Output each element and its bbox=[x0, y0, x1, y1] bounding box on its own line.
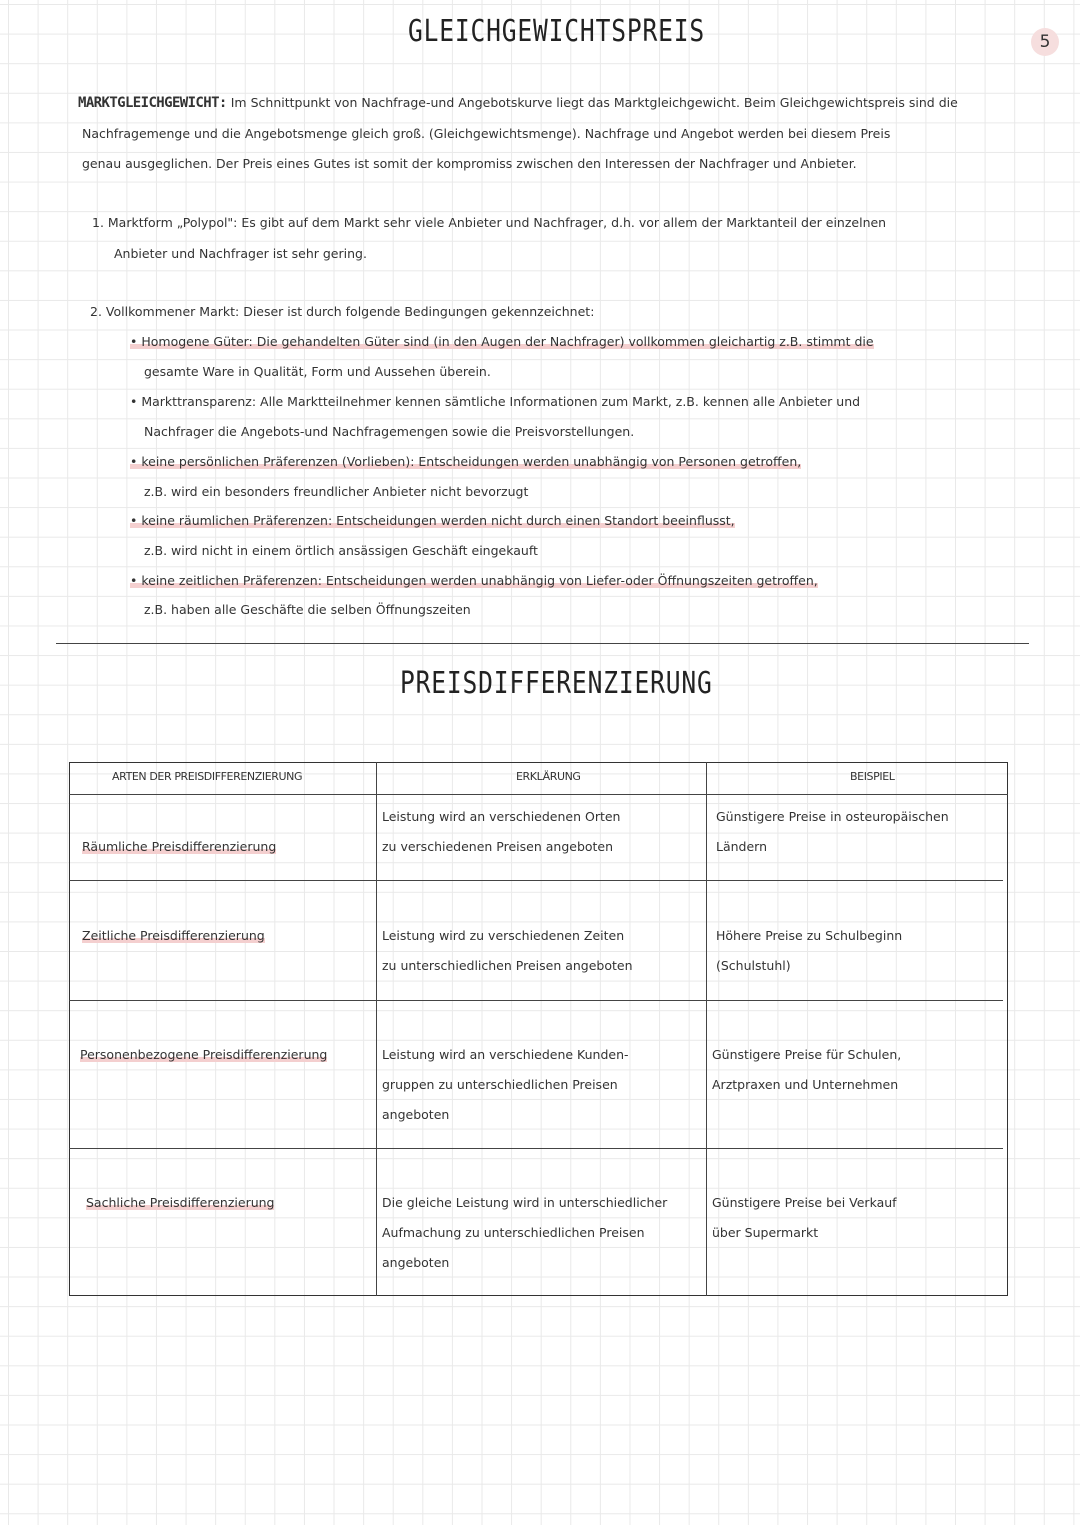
table-column-divider-1 bbox=[376, 762, 377, 1296]
bullet-5-line-2: z.B. haben alle Geschäfte die selben Öffnungszeiten bbox=[144, 602, 471, 617]
bullet-4-line-2: z.B. wird nicht in einem örtlich ansässigen Geschäft eingekauft bbox=[144, 543, 538, 558]
row-4-erklaerung-line-2: Aufmachung zu unterschiedlichen Preisen bbox=[382, 1225, 645, 1240]
intro-line-3: genau ausgeglichen. Der Preis eines Gutes ist somit der kompromiss zwischen den Interessen der Nachfrager und Anbieter. bbox=[82, 156, 857, 171]
intro-line-2: Nachfragemenge und die Angebotsmenge gleich groß. (Gleichgewichtsmenge). Nachfrage und Angebot werden bei diesem Preis bbox=[82, 126, 891, 141]
table-row-2-beispiel bbox=[716, 921, 902, 981]
table-column-divider-2 bbox=[706, 762, 707, 1296]
table-row-divider-1 bbox=[69, 880, 1003, 881]
point1-line-2: Anbieter und Nachfrager ist sehr gering. bbox=[114, 246, 367, 261]
row-4-beispiel-line-1: Günstigere Preise bei Verkauf bbox=[712, 1195, 897, 1210]
table-row-divider-3 bbox=[69, 1148, 1003, 1149]
row-4-erklaerung-line-1: Die gleiche Leistung wird in unterschiedlicher bbox=[382, 1195, 668, 1210]
table-row-divider-2 bbox=[69, 1000, 1003, 1001]
row-2-art-text: Zeitliche Preisdifferenzierung bbox=[82, 928, 265, 943]
section-title-preisdifferenzierung: PREISDIFFERENZIERUNG bbox=[400, 666, 713, 701]
point2-heading: 2. Vollkommener Markt: Dieser ist durch folgende Bedingungen gekennzeichnet: bbox=[90, 304, 595, 319]
bullet-homogene-gueter bbox=[130, 334, 874, 349]
table-header-erklaerung: ERKLÄRUNG bbox=[516, 770, 581, 783]
bullet-raeumliche-praeferenzen bbox=[130, 513, 735, 528]
table-row-1-beispiel bbox=[716, 802, 949, 862]
row-1-beispiel-line-1: Günstigere Preise in osteuropäischen bbox=[716, 809, 949, 824]
bullet-1-line-2: gesamte Ware in Qualität, Form und Aussehen überein. bbox=[144, 364, 491, 379]
page-title-gleichgewichtspreis: GLEICHGEWICHTSPREIS bbox=[408, 14, 705, 49]
bullet-markttransparenz bbox=[130, 394, 860, 409]
bullet-5-line-1: • keine zeitlichen Präferenzen: Entscheidungen werden unabhängig von Liefer-oder Öffnungszeiten getroffen, bbox=[130, 573, 818, 588]
bullet-4-line-1: • keine räumlichen Präferenzen: Entscheidungen werden nicht durch einen Standort beeinflusst, bbox=[130, 513, 735, 528]
section-divider bbox=[56, 643, 1029, 644]
term-marktgleichgewicht: MARKTGLEICHGEWICHT bbox=[78, 95, 219, 111]
table-header-divider bbox=[69, 794, 1008, 795]
table-header-arten: ARTEN DER PREISDIFFERENZIERUNG bbox=[112, 770, 303, 783]
term-separator: : bbox=[218, 95, 227, 111]
bullet-3-line-2: z.B. wird ein besonders freundlicher Anbieter nicht bevorzugt bbox=[144, 484, 529, 499]
row-2-erklaerung-line-1: Leistung wird zu verschiedenen Zeiten bbox=[382, 928, 625, 943]
bullet-1-line-1: • Homogene Güter: Die gehandelten Güter sind (in den Augen der Nachfrager) vollkommen gleichartig z.B. stimmt die bbox=[130, 334, 874, 349]
table-row-4-art bbox=[86, 1188, 274, 1218]
row-2-beispiel-line-1: Höhere Preise zu Schulbeginn bbox=[716, 928, 903, 943]
table-row-4-beispiel bbox=[712, 1188, 897, 1248]
table-row-2-erklaerung bbox=[382, 921, 633, 981]
row-4-erklaerung-line-3: angeboten bbox=[382, 1255, 450, 1270]
bullet-persoenliche-praeferenzen bbox=[130, 454, 801, 469]
row-4-art-text: Sachliche Preisdifferenzierung bbox=[86, 1195, 275, 1210]
row-2-beispiel-line-2: (Schulstuhl) bbox=[716, 958, 791, 973]
bullet-zeitliche-praeferenzen bbox=[130, 573, 818, 588]
row-1-erklaerung-line-1: Leistung wird an verschiedenen Orten bbox=[382, 809, 621, 824]
bullet-2-line-2: Nachfrager die Angebots-und Nachfragemengen sowie die Preisvorstellungen. bbox=[144, 424, 635, 439]
intro-text-1: Im Schnittpunkt von Nachfrage-und Angebotskurve liegt das Marktgleichgewicht. Beim Gleichgewichtspreis sind die bbox=[230, 95, 958, 110]
row-1-art-text: Räumliche Preisdifferenzierung bbox=[82, 839, 277, 854]
point1-line-1: 1. Marktform „Polypol": Es gibt auf dem Markt sehr viele Anbieter und Nachfrager, d.h. vor allem der Marktanteil der einzelnen bbox=[92, 215, 887, 230]
table-row-2-art bbox=[82, 921, 265, 951]
row-1-beispiel-line-2: Ländern bbox=[716, 839, 768, 854]
row-2-erklaerung-line-2: zu unterschiedlichen Preisen angeboten bbox=[382, 958, 633, 973]
row-3-art-text: Personenbezogene Preisdifferenzierung bbox=[80, 1047, 328, 1062]
row-4-beispiel-line-2: über Supermarkt bbox=[712, 1225, 819, 1240]
table-row-3-art bbox=[80, 1040, 327, 1070]
table-row-4-erklaerung bbox=[382, 1188, 667, 1278]
row-3-erklaerung-line-1: Leistung wird an verschiedene Kunden- bbox=[382, 1047, 629, 1062]
table-row-1-art bbox=[82, 832, 276, 862]
table-row-1-erklaerung bbox=[382, 802, 620, 862]
table-row-3-erklaerung bbox=[382, 1040, 629, 1130]
row-3-beispiel-line-2: Arztpraxen und Unternehmen bbox=[712, 1077, 899, 1092]
table-header-beispiel: BEISPIEL bbox=[850, 770, 895, 783]
table-row-3-beispiel bbox=[712, 1040, 901, 1100]
bullet-3-line-1: • keine persönlichen Präferenzen (Vorlieben): Entscheidungen werden unabhängig von Personen getroffen, bbox=[130, 454, 802, 469]
page-number: 5 bbox=[1031, 28, 1059, 56]
row-3-erklaerung-line-2: gruppen zu unterschiedlichen Preisen bbox=[382, 1077, 618, 1092]
row-1-erklaerung-line-2: zu verschiedenen Preisen angeboten bbox=[382, 839, 614, 854]
row-3-beispiel-line-1: Günstigere Preise für Schulen, bbox=[712, 1047, 902, 1062]
row-3-erklaerung-line-3: angeboten bbox=[382, 1107, 450, 1122]
intro-line-1 bbox=[78, 95, 958, 111]
bullet-2-line-1: • Markttransparenz: Alle Marktteilnehmer kennen sämtliche Informationen zum Markt, z.B. kennen alle Anbieter und bbox=[130, 394, 861, 409]
